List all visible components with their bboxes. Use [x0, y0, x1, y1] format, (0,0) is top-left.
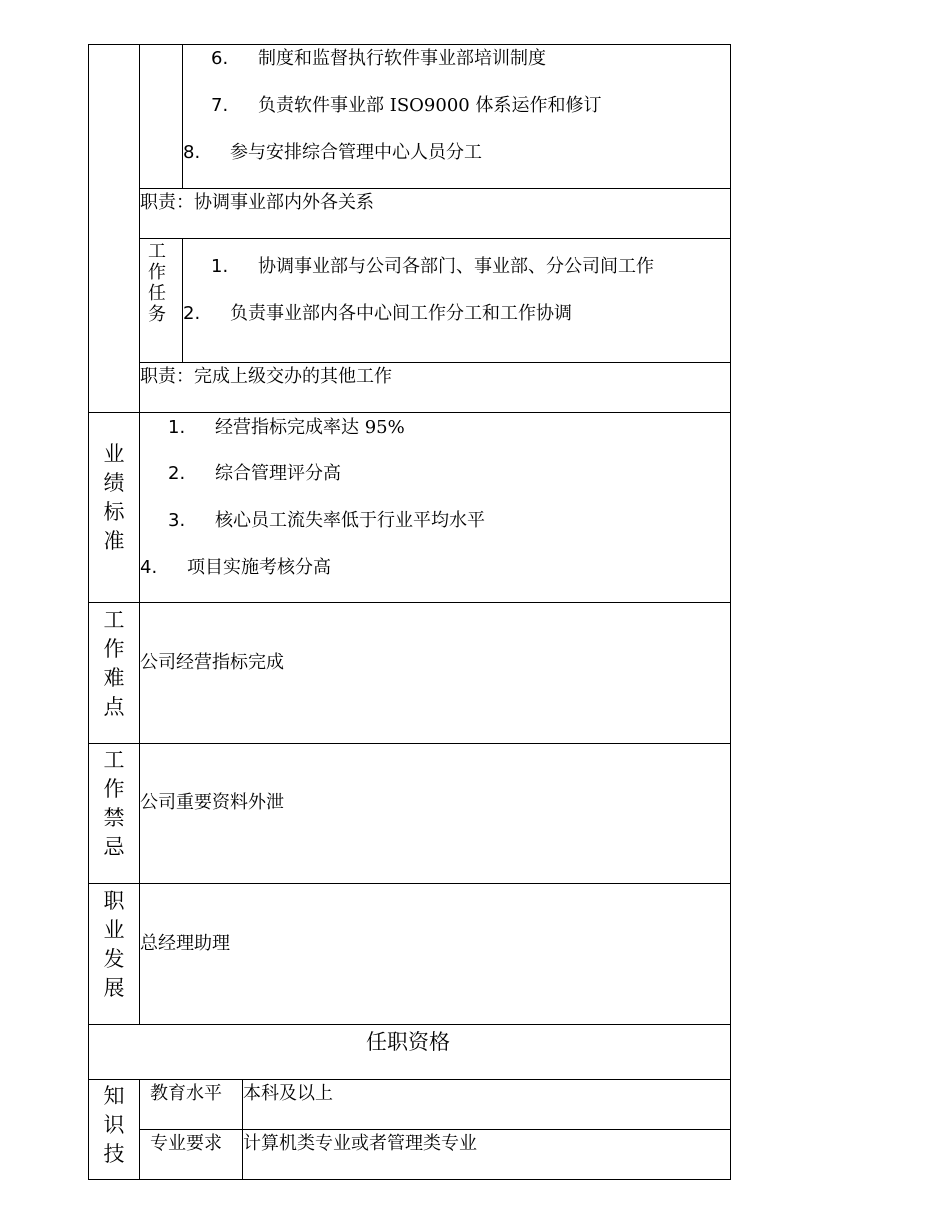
- qualification-value: 计算机类专业或者管理类专业: [243, 1133, 477, 1154]
- list-text: 参与安排综合管理中心人员分工: [230, 142, 482, 163]
- career-text: 总经理助理: [140, 933, 230, 954]
- table-top-border: [88, 44, 731, 45]
- row-divider: [139, 238, 731, 239]
- table-left-border: [88, 44, 89, 1180]
- text-suffix: 体系运作和修订: [469, 95, 602, 116]
- list-number: 2.: [183, 303, 201, 324]
- list-text: 负责事业部内各中心间工作分工和工作协调: [230, 303, 572, 324]
- row-divider: [88, 1079, 731, 1080]
- tasks-label: 工作任务: [148, 241, 166, 325]
- row-divider: [88, 412, 731, 413]
- list-number: 7.: [211, 95, 229, 116]
- row-divider: [139, 1129, 731, 1130]
- text-latin: ISO9000: [389, 95, 470, 116]
- list-text: 核心员工流失率低于行业平均水平: [215, 510, 485, 531]
- difficulty-text: 公司经营指标完成: [140, 652, 284, 673]
- taboo-label: 工作禁忌: [103, 748, 125, 859]
- list-number: 1.: [168, 417, 186, 438]
- list-number: 6.: [211, 48, 229, 69]
- row-divider: [88, 602, 731, 603]
- taboo-text: 公司重要资料外泄: [140, 792, 284, 813]
- list-number: 2.: [168, 463, 186, 484]
- qualification-name: 专业要求: [150, 1133, 222, 1154]
- label-column-divider: [139, 44, 140, 1024]
- qualification-name: 教育水平: [150, 1083, 222, 1104]
- table-right-border: [730, 44, 731, 1180]
- qual-label-divider: [139, 1079, 140, 1180]
- qualifications-title: 任职资格: [366, 1030, 450, 1054]
- list-number: 4.: [140, 557, 158, 578]
- list-number: 8.: [183, 142, 201, 163]
- qualifications-label: 知识技: [103, 1084, 125, 1166]
- text-latin: 95%: [364, 417, 405, 438]
- list-text: 项目实施考核分高: [187, 557, 331, 578]
- text-prefix: 经营指标完成率达: [215, 417, 365, 438]
- table-bottom-border: [88, 1179, 731, 1180]
- row-divider: [139, 188, 731, 189]
- list-text: 协调事业部与公司各部门、事业部、分公司间工作: [258, 256, 654, 277]
- qualification-value: 本科及以上: [243, 1083, 333, 1104]
- responsibility-text: 职责：协调事业部内外各关系: [140, 192, 374, 213]
- sub-label-divider-1: [182, 44, 183, 188]
- row-divider: [88, 743, 731, 744]
- list-number: 3.: [168, 510, 186, 531]
- text-prefix: 负责软件事业部: [258, 95, 390, 116]
- list-text: 综合管理评分高: [215, 463, 341, 484]
- difficulty-label: 工作难点: [103, 608, 125, 719]
- list-text: 制度和监督执行软件事业部培训制度: [258, 48, 546, 69]
- career-label: 职业发展: [103, 889, 125, 1000]
- row-divider: [88, 1024, 731, 1025]
- list-text: [215, 417, 405, 439]
- list-number: 1.: [211, 256, 229, 277]
- responsibility-text: 职责：完成上级交办的其他工作: [140, 366, 392, 387]
- sub-label-divider-2: [182, 238, 183, 362]
- performance-label: 业绩标准: [103, 442, 125, 553]
- row-divider: [88, 883, 731, 884]
- list-text: [258, 95, 601, 117]
- row-divider: [139, 362, 731, 363]
